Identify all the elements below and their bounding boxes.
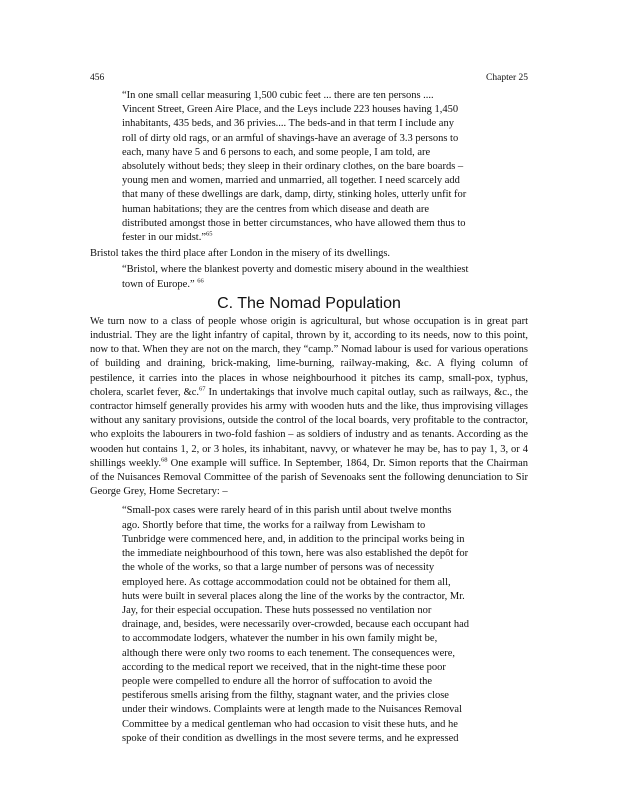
quote-text: “In one small cellar measuring 1,500 cubic feet ... there are ten persons .... Vincent Street, Green Aire Place, and the Leys include 223 houses having 1,450 inhabitants, 435 beds, and 36 privies.... The beds-and in that term I include any roll of dirty old rags, or an armful of shavings-have an average of 3.3 persons to each, many have 5 and 6 persons to each, and some people, I am told, are absolutely without beds; they sleep in their ordinary clothes, on the bare boards – young men and women, married and unmarried, all together. I need scarcely add that many of these dwellings are dark, damp, dirty, stinking holes, utterly unfit for human habitations; they are the centres from which disease and death are distributed amongst those in better circumstances, who have allowed them thus to fester in our midst.” (122, 90, 467, 244)
body-text: One example will suffice. In September, 1864, Dr. Simon reports that the Chairman of the Nuisances Removal Committee of the parish of Sevenoaks sent the following denunciation to Sir George Grey, Home Secretary: – (90, 457, 529, 498)
footnote-ref-66: 66 (197, 277, 204, 285)
page-number: 456 (90, 73, 105, 83)
running-header (90, 72, 528, 85)
footnote-ref-67: 67 (199, 385, 206, 393)
quote-text: “Bristol, where the blankest poverty and domestic misery abound in the wealthiest town of Europe.” (122, 264, 469, 290)
page-content (90, 72, 528, 746)
body-text: We turn now to a class of people whose origin is agricultural, but whose occupation is in great part industrial. They are the light infantry of capital, thrown by it, according to its needs, now to this point, now to that. When they are not on the march, they “camp.” Nomad labour is used for various operations of building and draining, brick-making, lime-burning, railway-making, &c. A flying column of pestilence, it carries into the places in whose neighbourhood it pitches its camp, small-pox, typhus, cholera, scarlet fever, &c. (90, 315, 528, 398)
section-heading: C. The Nomad Population (217, 294, 401, 312)
block-quote-cellar (122, 89, 494, 245)
body-text: In undertakings that involve much capital outlay, such as railways, &c., the contractor himself generally provides his army with wooden huts and the like, thus improvising villages without any sanitary provisions, outside the control of the local boards, very profitable to the contractor, who exploits the labourers in two-fold fashion – as soldiers of industry and as tenants. According as the wooden hut contains 1, 2, or 3 holes, its inhabitant, navvy, or whatever he may be, has to pay 1, 3, or 4 shillings weekly. (90, 386, 528, 469)
paragraph-bristol: Bristol takes the third place after London in the misery of its dwellings. (90, 248, 391, 260)
block-quote-sevenoaks: “Small-pox cases were rarely heard of in this parish until about twelve months ago. Shortly before that time, the works for a railway from Lewisham to Tunbridge were commenced here, and, in addition to the principal works being in the immediate neighbourhood of this town, here was also established the depôt for the whole of the works, so that a large number of persons was of necessity employed here. As cottage accommodation could not be obtained for them all, huts were built in several places along the line of the works by the contractor, Mr. Jay, for their especial occupation. These huts possessed no ventilation nor drainage, and, besides, were necessarily over-crowded, because each occupant had to accommodate lodgers, whatever the number in his own family might be, although there were only two rooms to each tenement. The consequences were, according to the medical report we received, that in the night-time these poor people were compelled to endure all the horror of suffocation to avoid the pestiferous smells arising from the filthy, stagnant water, and the privies close under their windows. Complaints were at length made to the Nuisances Removal Committee by a medical gentleman who had occasion to visit these huts, and he spoke of their condition as dwellings in the most severe terms, and he expressed (122, 505, 469, 744)
chapter-title: Chapter 25 (486, 73, 528, 83)
block-quote-bristol (122, 263, 494, 291)
footnote-ref-65: 65 (205, 230, 213, 238)
paragraph-nomad (90, 315, 528, 500)
footnote-ref-68: 68 (161, 456, 168, 464)
